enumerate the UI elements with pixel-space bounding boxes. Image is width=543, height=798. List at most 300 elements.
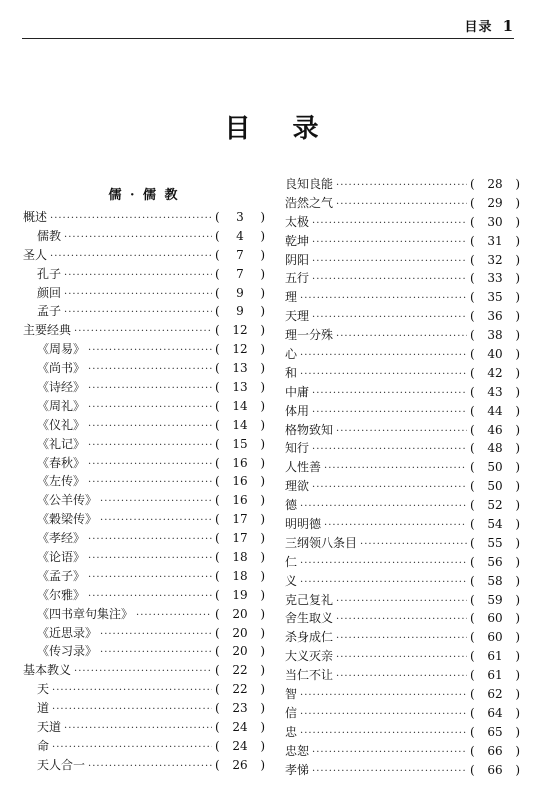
toc-entry-label: 《周易》 — [37, 342, 86, 357]
toc-entry[interactable] — [23, 227, 265, 246]
toc-entry[interactable] — [285, 213, 520, 232]
running-head-title: 目录 — [464, 20, 493, 35]
toc-leader-dots — [300, 687, 467, 706]
toc-entry-label: 体用 — [285, 403, 310, 418]
toc-entry-page: ( 24 ) — [215, 718, 265, 737]
toc-entry-label: 当仁不让 — [285, 668, 334, 683]
toc-entry[interactable] — [23, 416, 265, 435]
toc-leader-dots — [136, 607, 212, 626]
page-title — [0, 108, 543, 145]
toc-entry-label: 《传习录》 — [37, 644, 98, 659]
toc-entry[interactable] — [23, 586, 265, 605]
toc-entry-page: ( 20 ) — [215, 624, 265, 643]
toc-entry[interactable] — [23, 737, 265, 756]
toc-entry-page: ( 54 ) — [470, 515, 520, 534]
toc-entry[interactable] — [23, 472, 265, 491]
toc-leader-dots — [336, 593, 467, 612]
toc-entry[interactable] — [23, 284, 265, 303]
toc-entry-page: ( 9 ) — [215, 284, 265, 303]
toc-entry-page: ( 14 ) — [215, 416, 265, 435]
toc-leader-dots — [88, 418, 212, 437]
toc-entry-page: ( 13 ) — [215, 378, 265, 397]
toc-entry-label: 道 — [37, 701, 50, 716]
toc-entry-label: 阴阳 — [285, 252, 310, 267]
toc-entry-page: ( 16 ) — [215, 491, 265, 510]
toc-entry[interactable] — [285, 496, 520, 515]
toc-leader-dots — [312, 309, 467, 328]
toc-entry-page-number: 4 — [236, 228, 244, 243]
toc-entry[interactable] — [23, 397, 265, 416]
toc-entry-label: 《左传》 — [37, 474, 86, 489]
toc-entry-label: 命 — [37, 738, 50, 753]
toc-leader-dots — [88, 531, 212, 550]
toc-entry[interactable] — [23, 321, 265, 340]
toc-entry[interactable] — [23, 265, 265, 284]
toc-entry-page: ( 44 ) — [470, 402, 520, 421]
toc-entry-label: 孔子 — [37, 266, 62, 281]
toc-entry-page-number: 12 — [232, 342, 248, 357]
toc-entry-label: 《尚书》 — [37, 361, 86, 376]
toc-entry-label: 中庸 — [285, 384, 310, 399]
toc-entry-label: 《论语》 — [37, 550, 86, 565]
toc-entry-page: ( 23 ) — [215, 699, 265, 718]
toc-entry-page-number: 58 — [487, 573, 503, 588]
toc-leader-dots — [74, 663, 212, 682]
toc-entry-page: ( 62 ) — [470, 685, 520, 704]
toc-entry[interactable] — [285, 402, 520, 421]
toc-entry[interactable] — [285, 251, 520, 270]
toc-entry-label: 《春秋》 — [37, 455, 86, 470]
toc-entry[interactable] — [285, 458, 520, 477]
toc-entry-label: 格物致知 — [285, 422, 334, 437]
toc-entry-page: ( 61 ) — [470, 647, 520, 666]
toc-entry-label: 和 — [285, 365, 298, 380]
toc-entry[interactable] — [285, 647, 520, 666]
toc-entry-page-number: 12 — [232, 323, 248, 338]
toc-entry-page: ( 60 ) — [470, 609, 520, 628]
toc-leader-dots — [88, 380, 212, 399]
toc-entry-label: 《礼记》 — [37, 436, 86, 451]
toc-entry-page: ( 16 ) — [215, 454, 265, 473]
toc-leader-dots — [312, 479, 467, 498]
toc-entry[interactable] — [23, 359, 265, 378]
toc-entry-page: ( 19 ) — [215, 586, 265, 605]
toc-entry-label: 克己复礼 — [285, 592, 334, 607]
toc-right-column — [285, 175, 520, 780]
toc-entry-page: ( 28 ) — [470, 175, 520, 194]
toc-leader-dots — [88, 474, 212, 493]
toc-entry[interactable] — [23, 208, 265, 227]
toc-entry-page-number: 40 — [487, 347, 503, 362]
toc-entry-label: 《孟子》 — [37, 568, 86, 583]
toc-entry-label: 《穀梁传》 — [37, 512, 98, 527]
toc-entry[interactable] — [285, 383, 520, 402]
toc-leader-dots — [312, 744, 467, 763]
toc-entry-label: 理 — [285, 290, 298, 305]
toc-entry[interactable] — [23, 699, 265, 718]
toc-entry-page: ( 24 ) — [215, 737, 265, 756]
toc-leader-dots — [100, 493, 212, 512]
toc-entry[interactable] — [23, 302, 265, 321]
toc-entry-page: ( 31 ) — [470, 232, 520, 251]
toc-entry-page-number: 16 — [232, 493, 248, 508]
toc-entry-page-number: 50 — [487, 460, 503, 475]
toc-leader-dots — [312, 234, 467, 253]
toc-entry-label: 忠 — [285, 724, 298, 739]
toc-entry-page: ( 18 ) — [215, 567, 265, 586]
toc-entry[interactable] — [285, 628, 520, 647]
toc-entry[interactable] — [285, 761, 520, 780]
toc-entry-page: ( 17 ) — [215, 510, 265, 529]
toc-leader-dots — [336, 611, 467, 630]
toc-entry-label: 孝悌 — [285, 762, 310, 777]
toc-entry-page-number: 50 — [487, 479, 503, 494]
toc-entry-page: ( 16 ) — [215, 472, 265, 491]
toc-entry-page-number: 66 — [487, 762, 503, 777]
toc-entry-page-number: 31 — [487, 233, 503, 248]
toc-entry-page-number: 16 — [232, 474, 248, 489]
toc-entry[interactable] — [285, 421, 520, 440]
toc-leader-dots — [312, 253, 467, 272]
toc-entry[interactable] — [285, 477, 520, 496]
toc-entry-page: ( 20 ) — [215, 642, 265, 661]
toc-entry-page-number: 60 — [487, 630, 503, 645]
toc-entry-label: 太极 — [285, 214, 310, 229]
toc-entry-page-number: 22 — [232, 663, 248, 678]
toc-entry-page-number: 7 — [236, 266, 244, 281]
toc-entry-page: ( 12 ) — [215, 321, 265, 340]
toc-entry[interactable] — [23, 378, 265, 397]
toc-entry-label: 天人合一 — [37, 757, 86, 772]
toc-entry-page-number: 14 — [232, 398, 248, 413]
toc-entry-page-number: 26 — [232, 757, 248, 772]
toc-leader-dots — [300, 706, 467, 725]
toc-entry[interactable] — [23, 510, 265, 529]
toc-entry-page: ( 20 ) — [215, 605, 265, 624]
toc-entry[interactable] — [23, 661, 265, 680]
toc-leader-dots — [312, 271, 467, 290]
toc-entry[interactable] — [23, 435, 265, 454]
toc-entry[interactable] — [23, 454, 265, 473]
toc-entry[interactable] — [23, 246, 265, 265]
toc-entry-page-number: 17 — [232, 512, 248, 527]
toc-entry-label: 智 — [285, 687, 298, 702]
toc-entry-label: 儒教 — [37, 228, 62, 243]
toc-entry-page: ( 50 ) — [470, 458, 520, 477]
toc-entry-page-number: 52 — [487, 498, 503, 513]
toc-entry-page-number: 43 — [487, 384, 503, 399]
toc-entry-page: ( 58 ) — [470, 572, 520, 591]
toc-entry-page-number: 48 — [487, 441, 503, 456]
toc-leader-dots — [100, 512, 212, 531]
toc-entry-label: 人性善 — [285, 460, 322, 475]
page-title-char-2: 录 — [292, 114, 319, 144]
toc-entry-page-number: 14 — [232, 417, 248, 432]
toc-entry-page: ( 3 ) — [215, 208, 265, 227]
toc-entry[interactable] — [285, 307, 520, 326]
toc-entry-page-number: 66 — [487, 743, 503, 758]
toc-entry-page: ( 46 ) — [470, 421, 520, 440]
toc-entry-page-number: 55 — [487, 535, 503, 550]
toc-leader-dots — [336, 196, 467, 215]
toc-entry-page: ( 17 ) — [215, 529, 265, 548]
toc-entry[interactable] — [285, 572, 520, 591]
toc-entry[interactable] — [23, 605, 265, 624]
toc-entry[interactable] — [285, 553, 520, 572]
toc-entry[interactable] — [285, 439, 520, 458]
toc-entry-page-number: 60 — [487, 611, 503, 626]
toc-entry-page-number: 29 — [487, 195, 503, 210]
toc-entry-page: ( 60 ) — [470, 628, 520, 647]
toc-leader-dots — [100, 644, 212, 663]
toc-leader-dots — [336, 668, 467, 687]
toc-entry-page: ( 56 ) — [470, 553, 520, 572]
toc-entry-label: 心 — [285, 347, 298, 362]
toc-entry-label: 主要经典 — [23, 323, 72, 338]
toc-leader-dots — [88, 399, 212, 418]
toc-entry-label: 圣人 — [23, 247, 48, 262]
toc-entry-page-number: 24 — [232, 738, 248, 753]
toc-entry-label: 义 — [285, 573, 298, 588]
toc-leader-dots — [324, 460, 467, 479]
toc-leader-dots — [360, 536, 467, 555]
toc-entry-page-number: 13 — [232, 361, 248, 376]
toc-entry-page-number: 17 — [232, 531, 248, 546]
toc-leader-dots — [300, 347, 467, 366]
section-heading: 儒 · 儒 教 — [108, 188, 180, 203]
toc-entry-page-number: 56 — [487, 554, 503, 569]
toc-entry-label: 天 — [37, 682, 50, 697]
running-head-page-number: 1 — [502, 17, 514, 35]
toc-entry-page-number: 9 — [236, 285, 244, 300]
toc-leader-dots — [88, 758, 212, 777]
toc-leader-dots — [88, 456, 212, 475]
toc-entry-label: 舍生取义 — [285, 611, 334, 626]
toc-entry-label: 大义灭亲 — [285, 649, 334, 664]
toc-entry[interactable] — [285, 232, 520, 251]
toc-entry[interactable] — [23, 642, 265, 661]
toc-entry[interactable] — [285, 591, 520, 610]
toc-entry-page: ( 61 ) — [470, 666, 520, 685]
toc-entry[interactable] — [23, 567, 265, 586]
toc-entry-page: ( 4 ) — [215, 227, 265, 246]
toc-entry[interactable] — [285, 364, 520, 383]
toc-entry-page-number: 13 — [232, 380, 248, 395]
toc-entry[interactable] — [285, 685, 520, 704]
toc-entry-page-number: 19 — [232, 587, 248, 602]
toc-entry[interactable] — [285, 175, 520, 194]
toc-entry-page-number: 33 — [487, 271, 503, 286]
toc-entry-page-number: 54 — [487, 517, 503, 532]
toc-entry-label: 良知良能 — [285, 177, 334, 191]
toc-entry[interactable] — [285, 288, 520, 307]
toc-entry-label: 理一分殊 — [285, 328, 334, 343]
toc-entry[interactable] — [285, 534, 520, 553]
toc-entry[interactable] — [23, 680, 265, 699]
toc-entry-page: ( 50 ) — [470, 477, 520, 496]
toc-entry-page: ( 43 ) — [470, 383, 520, 402]
toc-entry-label: 概述 — [23, 210, 48, 224]
toc-leader-dots — [300, 290, 467, 309]
toc-entry-page-number: 15 — [232, 436, 248, 451]
toc-entry[interactable] — [285, 326, 520, 345]
toc-entry-page-number: 28 — [487, 177, 503, 191]
toc-entry-label: 《孝经》 — [37, 531, 86, 546]
toc-leader-dots — [64, 720, 212, 739]
toc-entry-page-number: 9 — [236, 304, 244, 319]
toc-entry-page-number: 35 — [487, 290, 503, 305]
toc-leader-dots — [50, 210, 212, 229]
toc-entry-page-number: 64 — [487, 705, 503, 720]
toc-entry-page-number: 61 — [487, 649, 503, 664]
toc-entry-page: ( 52 ) — [470, 496, 520, 515]
toc-entry[interactable] — [23, 340, 265, 359]
toc-leader-dots — [64, 304, 212, 323]
toc-entry-page: ( 12 ) — [215, 340, 265, 359]
toc-leader-dots — [64, 229, 212, 248]
toc-entry-label: 德 — [285, 498, 298, 513]
toc-entry-page: ( 9 ) — [215, 302, 265, 321]
toc-entry-page: ( 55 ) — [470, 534, 520, 553]
toc-leader-dots — [312, 215, 467, 234]
toc-entry-page-number: 44 — [487, 403, 503, 418]
toc-entry-label: 浩然之气 — [285, 195, 334, 210]
toc-entry[interactable] — [23, 491, 265, 510]
toc-leader-dots — [312, 404, 467, 423]
toc-entry[interactable] — [23, 548, 265, 567]
toc-entry-page: ( 32 ) — [470, 251, 520, 270]
toc-entry-page-number: 22 — [232, 682, 248, 697]
toc-leader-dots — [336, 649, 467, 668]
toc-leader-dots — [336, 630, 467, 649]
toc-entry-page: ( 29 ) — [470, 194, 520, 213]
toc-leader-dots — [300, 498, 467, 517]
toc-entry-page-number: 16 — [232, 455, 248, 470]
toc-entry[interactable] — [285, 269, 520, 288]
toc-entry[interactable] — [285, 345, 520, 364]
toc-leader-dots — [300, 366, 467, 385]
toc-entry-label: 《仪礼》 — [37, 417, 86, 432]
toc-entry-page-number: 61 — [487, 668, 503, 683]
toc-entry[interactable] — [285, 704, 520, 723]
toc-entry-label: 理欲 — [285, 479, 310, 494]
toc-entry-label: 忠恕 — [285, 743, 310, 758]
toc-entry-page: ( 30 ) — [470, 213, 520, 232]
toc-entry-page: ( 35 ) — [470, 288, 520, 307]
toc-leader-dots — [52, 682, 212, 701]
toc-entry-page-number: 20 — [232, 625, 248, 640]
toc-entry-page-number: 62 — [487, 687, 503, 702]
toc-entry-label: 三纲领八条目 — [285, 535, 358, 550]
toc-entry-page-number: 36 — [487, 309, 503, 324]
toc-entry-page-number: 18 — [232, 568, 248, 583]
toc-entry-page-number: 65 — [487, 724, 503, 739]
toc-leader-dots — [312, 441, 467, 460]
toc-entry-page: ( 65 ) — [470, 723, 520, 742]
toc-entry-page: ( 15 ) — [215, 435, 265, 454]
toc-entry-page-number: 59 — [487, 592, 503, 607]
toc-entry-page-number: 46 — [487, 422, 503, 437]
toc-entry-label: 《周礼》 — [37, 398, 86, 413]
toc-entry[interactable] — [285, 742, 520, 761]
toc-entry-label: 孟子 — [37, 304, 62, 319]
toc-left-column — [23, 208, 265, 775]
toc-entry-page-number: 24 — [232, 720, 248, 735]
toc-leader-dots — [52, 701, 212, 720]
toc-entry-page: ( 22 ) — [215, 661, 265, 680]
toc-entry[interactable] — [285, 609, 520, 628]
toc-entry-label: 明明德 — [285, 517, 322, 532]
toc-entry[interactable] — [23, 718, 265, 737]
toc-leader-dots — [312, 763, 467, 782]
toc-entry-label: 杀身成仁 — [285, 630, 334, 645]
toc-entry-label: 天理 — [285, 309, 310, 324]
toc-entry-page-number: 18 — [232, 550, 248, 565]
toc-entry[interactable] — [285, 666, 520, 685]
toc-leader-dots — [64, 286, 212, 305]
toc-entry-page: ( 14 ) — [215, 397, 265, 416]
toc-entry-label: 乾坤 — [285, 233, 310, 248]
toc-entry[interactable] — [23, 756, 265, 775]
toc-leader-dots — [336, 177, 467, 196]
toc-entry-page: ( 48 ) — [470, 439, 520, 458]
running-head — [0, 16, 514, 35]
toc-entry-label: 仁 — [285, 554, 298, 569]
toc-entry-page: ( 66 ) — [470, 761, 520, 780]
toc-leader-dots — [100, 626, 212, 645]
toc-entry-label: 《四书章句集注》 — [37, 606, 134, 621]
toc-entry[interactable] — [23, 529, 265, 548]
toc-entry-label: 五行 — [285, 271, 310, 286]
toc-entry[interactable] — [285, 723, 520, 742]
toc-entry-page-number: 3 — [236, 210, 244, 224]
toc-entry-label: 基本教义 — [23, 663, 72, 678]
toc-entry[interactable] — [23, 624, 265, 643]
toc-entry-label: 《诗经》 — [37, 380, 86, 395]
toc-leader-dots — [88, 342, 212, 361]
toc-entry-page: ( 66 ) — [470, 742, 520, 761]
toc-entry-page: ( 33 ) — [470, 269, 520, 288]
toc-entry-page-number: 32 — [487, 252, 503, 267]
toc-entry-page: ( 18 ) — [215, 548, 265, 567]
toc-entry-label: 《近思录》 — [37, 625, 98, 640]
toc-entry-page: ( 13 ) — [215, 359, 265, 378]
toc-entry-label: 《公羊传》 — [37, 493, 98, 508]
toc-entry[interactable] — [285, 194, 520, 213]
toc-entry-page: ( 59 ) — [470, 591, 520, 610]
toc-entry-page: ( 36 ) — [470, 307, 520, 326]
toc-leader-dots — [64, 267, 212, 286]
toc-leader-dots — [300, 725, 467, 744]
page-title-char-1: 目 — [224, 114, 251, 144]
toc-entry-page-number: 20 — [232, 644, 248, 659]
toc-entry-label: 知行 — [285, 441, 310, 456]
toc-entry-label: 《尔雅》 — [37, 587, 86, 602]
toc-entry-label: 颜回 — [37, 285, 62, 300]
toc-leader-dots — [88, 361, 212, 380]
toc-leader-dots — [74, 323, 212, 342]
toc-leader-dots — [50, 248, 212, 267]
toc-entry-page: ( 7 ) — [215, 246, 265, 265]
toc-entry[interactable] — [285, 515, 520, 534]
toc-leader-dots — [336, 328, 467, 347]
toc-entry-page-number: 7 — [236, 247, 244, 262]
toc-entry-page-number: 30 — [487, 214, 503, 229]
toc-leader-dots — [88, 550, 212, 569]
toc-entry-page: ( 22 ) — [215, 680, 265, 699]
toc-leader-dots — [88, 437, 212, 456]
toc-entry-label: 天道 — [37, 720, 62, 735]
